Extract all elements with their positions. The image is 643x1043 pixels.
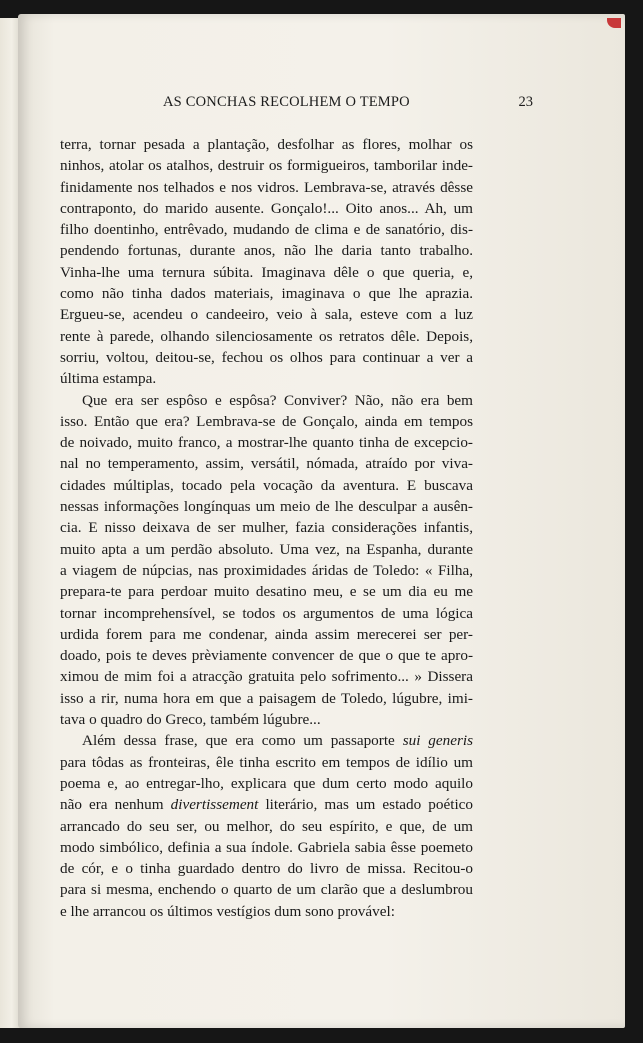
text-line: a viagem de núpcias, nas proximidades áridas de Toledo: « Filha, [60, 561, 473, 579]
body-text [60, 134, 473, 922]
running-head-title: AS CONCHAS RECOLHEM O TEMPO [163, 94, 410, 110]
bookmark-tab [607, 18, 621, 28]
text-line: urdida forem para me condenar, ainda assim merecerei ser per- [60, 625, 473, 643]
text-line: pendendo fortunas, durante anos, não lhe daria tanto trabalho. [60, 242, 473, 260]
text-line: Que era ser espôso e espôsa? Conviver? Não, não era bem [82, 391, 473, 409]
text-line: terra, tornar pesada a plantação, desfolhar as flores, molhar os [60, 136, 473, 153]
text-line: como não tinha dados materiais, imaginava o que lhe aprazia. [60, 285, 473, 303]
text-line: cia. E nisso deixava de ser mulher, fazia considerações infantis, [60, 519, 473, 537]
text-line: ximou de mim foi a atracção gratuita pelo sofrimento... » Dissera [60, 668, 473, 686]
text-line: Ergueu-se, acendeu o candeeiro, veio à sala, esteve com a luz [60, 306, 473, 324]
text-line: doado, pois te deves prèviamente convencer de que o que te apro- [60, 647, 473, 665]
text-line: contraponto, do marido ausente. Gonçalo!... Oito anos... Ah, um [60, 199, 473, 217]
text-line: Além dessa frase, que era como um passaporte sui generis [82, 732, 473, 750]
text-line: para tôdas as fronteiras, êle tinha escrito em tempos de idílio um [60, 753, 473, 771]
text-line: tornar incomprehensível, se todos os argumentos de uma lógica [60, 604, 473, 622]
text-line: cidades múltiplas, tocado pela vocação da aventura. E buscava [60, 476, 473, 494]
text-line: arrancado do seu ser, ou melhor, do seu espírito, e que, de um [60, 817, 473, 835]
text-line: ninhos, atolar os atalhos, destruir os formigueiros, tamborilar inde- [60, 157, 473, 175]
text-line: nessas informações longínquas um meio de lhe desculpar a ausên- [60, 498, 473, 516]
text-line: muito apta a um perdão absoluto. Uma vez, na Espanha, durante [60, 540, 473, 558]
text-line: filho doentinho, entrêvado, mudando de clima e de sanatório, dis- [60, 221, 473, 239]
text-line: poema e, ao entregar-lho, explicara que dum certo modo aquilo [60, 774, 473, 792]
page-number: 23 [518, 94, 533, 110]
text-line: rente à parede, olhando silenciosamente os retratos dêle. Depois, [60, 327, 473, 345]
text-line: Vinha-lhe uma ternura súbita. Imaginava dêle o que queria, e, [60, 263, 473, 281]
text-line: para si mesma, enchendo o quarto de um clarão que a deslumbrou [60, 881, 473, 899]
running-head [60, 94, 560, 116]
text-line: de cór, e o tinha guardado dentro do livro de missa. Recitou-o [60, 860, 473, 878]
text-line: tava o quadro do Greco, também lúgubre... [60, 711, 321, 729]
text-line: nal no temperamento, assim, versátil, nómada, atraído por viva- [60, 455, 473, 473]
text-line: não era nenhum divertissement literário, mas um estado poético [60, 796, 473, 814]
text-line: prepara-te para perdoar muito desatino meu, e se um dia eu me [60, 583, 473, 601]
text-line: isso. Então que era? Lembrava-se de Gonçalo, ainda em tempos [60, 412, 473, 430]
text-line: e lhe arrancou os últimos vestígios dum sono provável: [60, 902, 395, 920]
text-line: última estampa. [60, 370, 157, 388]
text-line: isso a rir, numa hora em que a paisagem de Toledo, lúgubre, imi- [60, 689, 473, 707]
text-line: de noivado, muito franco, a mostrar-lhe quanto tinha de excepcio- [60, 434, 473, 452]
text-line: sorriu, voltou, deitou-se, fechou os olhos para continuar a ver a [60, 348, 473, 366]
text-line: finidamente nos telhados e nos vidros. Lembrava-se, através dêsse [60, 178, 473, 196]
text-line: modo simbólico, definia a sua índole. Gabriela sabia êsse poemeto [60, 838, 473, 856]
